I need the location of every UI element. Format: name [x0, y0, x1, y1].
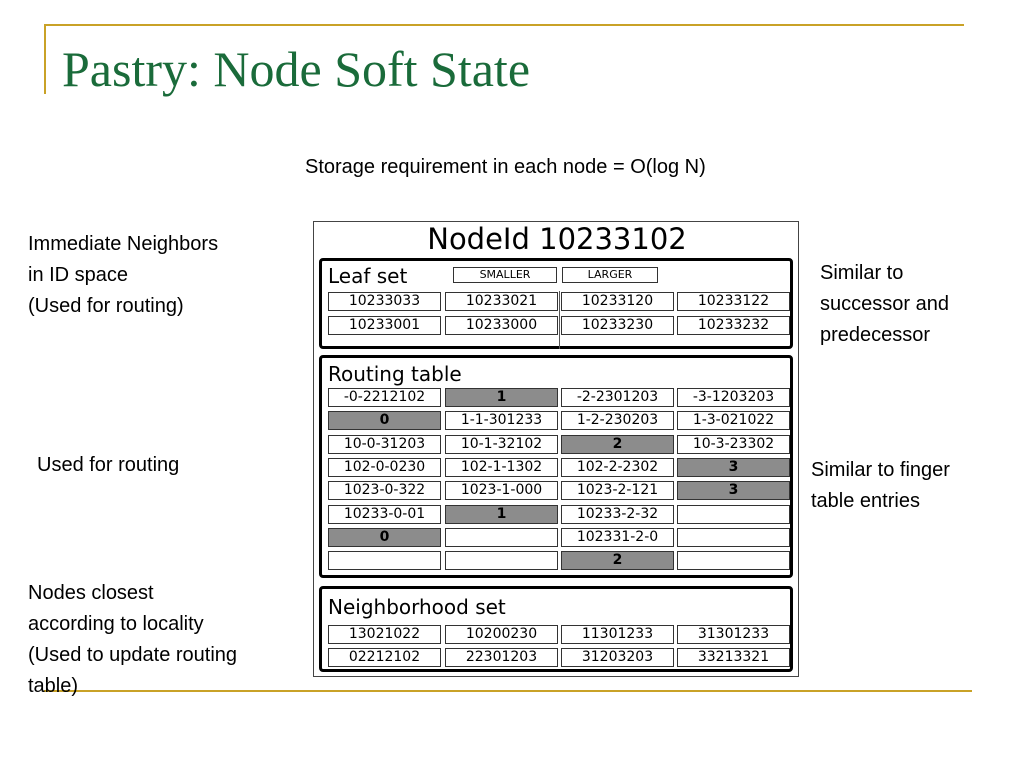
leaf-set-divider	[559, 291, 560, 349]
leaf-set-cell: 10233120	[561, 292, 674, 311]
top-accent-rule	[44, 24, 964, 26]
routing-table-cell: 102-1-1302	[445, 458, 558, 477]
routing-table-label: Routing table	[328, 362, 462, 386]
routing-table-panel	[319, 355, 793, 578]
leaf-set-cell: 10233122	[677, 292, 790, 311]
leaf-set-cell: 10233001	[328, 316, 441, 335]
routing-table-cell	[328, 551, 441, 570]
left-accent-rule	[44, 24, 46, 94]
routing-table-cell: 3	[677, 458, 790, 477]
routing-table-cell: 1-2-230203	[561, 411, 674, 430]
neighborhood-set-label: Neighborhood set	[328, 595, 506, 619]
routing-table-cell	[445, 528, 558, 547]
slide-title: Pastry: Node Soft State	[62, 41, 531, 97]
larger-tag: LARGER	[562, 267, 658, 283]
routing-table-cell: 2	[561, 551, 674, 570]
routing-table-cell	[677, 528, 790, 547]
routing-table-cell: 10-1-32102	[445, 435, 558, 454]
routing-table-cell: 10233-0-01	[328, 505, 441, 524]
neighborhood-set-cell: 13021022	[328, 625, 441, 644]
routing-table-cell: 0	[328, 411, 441, 430]
routing-table-cell: 10-3-23302	[677, 435, 790, 454]
routing-table-cell: -3-1203203	[677, 388, 790, 407]
routing-table-cell: 10233-2-32	[561, 505, 674, 524]
neighborhood-set-cell: 02212102	[328, 648, 441, 667]
leaf-set-cell: 10233232	[677, 316, 790, 335]
routing-table-cell: 1	[445, 388, 558, 407]
routing-table-cell: 1-3-021022	[677, 411, 790, 430]
leaf-set-comparison: Similar to successor and predecessor	[820, 262, 949, 346]
neighborhood-set-description: Nodes closest according to locality (Used to update routing table)	[28, 582, 238, 697]
routing-table-cell: 102-0-0230	[328, 458, 441, 477]
routing-table-cell: -2-2301203	[561, 388, 674, 407]
leaf-set-cell: 10233021	[445, 292, 558, 311]
routing-table-cell: 2	[561, 435, 674, 454]
node-id-heading: NodeId 10233102	[427, 222, 687, 256]
smaller-tag: SMALLER	[453, 267, 557, 283]
neighborhood-set-cell: 31203203	[561, 648, 674, 667]
routing-table-cell: 1023-1-000	[445, 481, 558, 500]
routing-table-cell: 1	[445, 505, 558, 524]
leaf-set-panel	[319, 258, 793, 349]
neighborhood-set-cell: 31301233	[677, 625, 790, 644]
node-state-diagram	[313, 221, 799, 677]
routing-table-cell: 3	[677, 481, 790, 500]
routing-table-comparison: Similar to finger table entries	[811, 459, 950, 512]
routing-table-cell: 102-2-2302	[561, 458, 674, 477]
leaf-set-description: Immediate Neighbors in ID space (Used for routing)	[28, 233, 219, 317]
routing-table-cell: 1023-0-322	[328, 481, 441, 500]
neighborhood-set-cell: 10200230	[445, 625, 558, 644]
routing-table-cell: 1-1-301233	[445, 411, 558, 430]
routing-table-cell: 1023-2-121	[561, 481, 674, 500]
routing-table-cell	[677, 505, 790, 524]
routing-table-cell: 102331-2-0	[561, 528, 674, 547]
routing-table-cell: -0-2212102	[328, 388, 441, 407]
neighborhood-set-cell: 33213321	[677, 648, 790, 667]
leaf-set-cell: 10233000	[445, 316, 558, 335]
storage-requirement-caption: Storage requirement in each node = O(log N)	[305, 156, 706, 178]
routing-table-description: Used for routing	[37, 454, 180, 476]
neighborhood-set-cell: 11301233	[561, 625, 674, 644]
routing-table-cell: 0	[328, 528, 441, 547]
routing-table-cell: 10-0-31203	[328, 435, 441, 454]
neighborhood-set-cell: 22301203	[445, 648, 558, 667]
routing-table-cell	[677, 551, 790, 570]
leaf-set-cell: 10233230	[561, 316, 674, 335]
routing-table-cell	[445, 551, 558, 570]
neighborhood-set-panel	[319, 586, 793, 672]
leaf-set-cell: 10233033	[328, 292, 441, 311]
leaf-set-label: Leaf set	[328, 264, 408, 288]
